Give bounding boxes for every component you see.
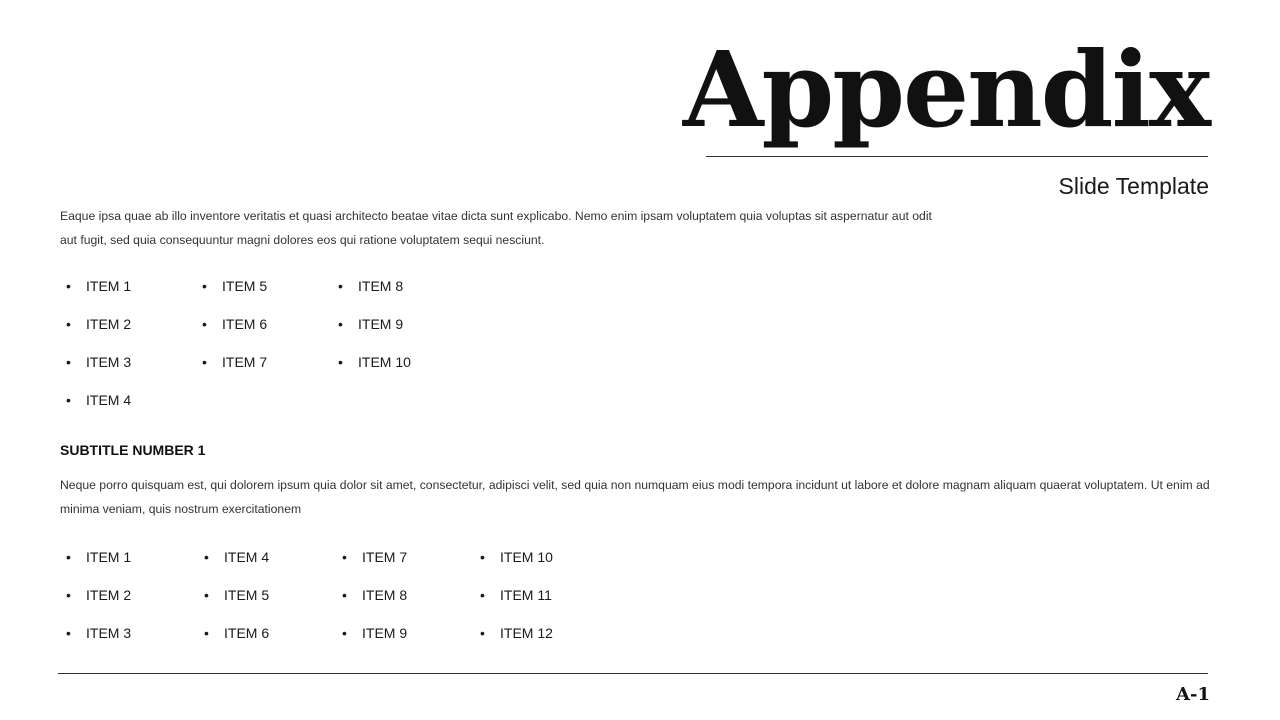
- section2-list-column-2: [198, 547, 269, 661]
- list-item: • ITEM 1: [60, 547, 131, 585]
- section-paragraph: Neque porro quisquam est, qui dolorem ipsum quia dolor sit amet, consectetur, adipisci velit, sed quia non numquam eius modi tempora incidunt ut labore et dolore magnam aliquam quaerat voluptatem. Ut enim ad minima veniam, quis nostrum exercitationem: [60, 478, 1210, 516]
- list-item: • ITEM 12: [474, 623, 553, 661]
- list-item: • ITEM 6: [198, 623, 269, 661]
- list-item: • ITEM 9: [332, 314, 411, 352]
- list-item: • ITEM 8: [336, 585, 407, 623]
- list-item: • ITEM 1: [60, 276, 131, 314]
- list-item: • ITEM 3: [60, 352, 131, 390]
- list-item: • ITEM 7: [336, 547, 407, 585]
- section2-list-column-4: [474, 547, 553, 661]
- slide-subtitle: Slide Template: [1058, 173, 1209, 199]
- list-item: • ITEM 4: [198, 547, 269, 585]
- section-heading: SUBTITLE NUMBER 1: [60, 442, 206, 458]
- section1-list-column-1: [60, 276, 131, 428]
- list-item: • ITEM 5: [198, 585, 269, 623]
- list-item: • ITEM 4: [60, 390, 131, 428]
- list-item: • ITEM 11: [474, 585, 553, 623]
- section1-list-column-3: [332, 276, 411, 390]
- list-item: • ITEM 8: [332, 276, 411, 314]
- list-item: • ITEM 2: [60, 585, 131, 623]
- list-item: • ITEM 5: [196, 276, 267, 314]
- footer-divider: [58, 673, 1208, 674]
- list-item: • ITEM 10: [474, 547, 553, 585]
- section2-list-column-3: [336, 547, 407, 661]
- list-item: • ITEM 7: [196, 352, 267, 390]
- list-item: • ITEM 2: [60, 314, 131, 352]
- slide-title: Appendix: [682, 28, 1209, 151]
- section1-list-column-2: [196, 276, 267, 390]
- page-number: A-1: [1176, 684, 1210, 705]
- list-item: • ITEM 10: [332, 352, 411, 390]
- title-divider: [706, 156, 1208, 157]
- list-item: • ITEM 9: [336, 623, 407, 661]
- intro-paragraph: Eaque ipsa quae ab illo inventore veritatis et quasi architecto beatae vitae dicta sunt explicabo. Nemo enim ipsam voluptatem quia voluptas sit aspernatur aut odit aut fugit, sed quia consequuntur magni dolores eos qui ratione voluptatem sequi nesciunt.: [60, 209, 932, 247]
- section2-list-column-1: [60, 547, 131, 661]
- list-item: • ITEM 6: [196, 314, 267, 352]
- list-item: • ITEM 3: [60, 623, 131, 661]
